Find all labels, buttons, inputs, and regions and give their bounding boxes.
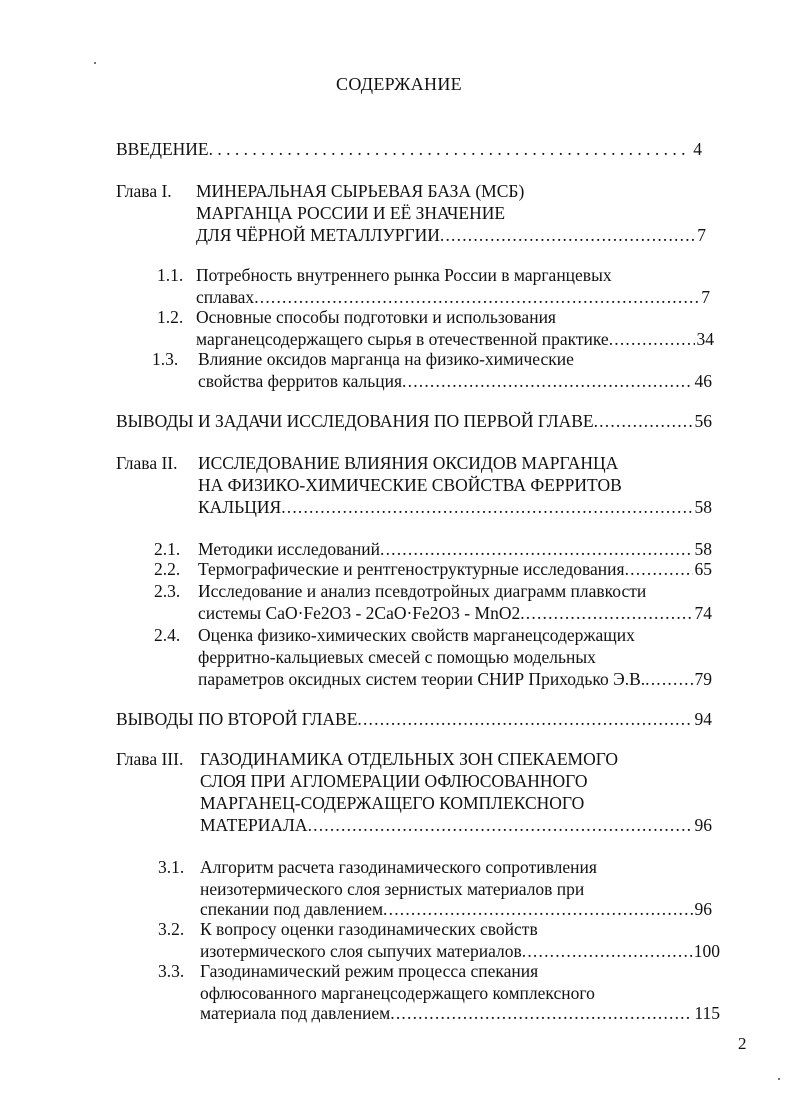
section-number: 2.4.	[154, 625, 181, 645]
scan-speck	[778, 1078, 780, 1080]
toc-entry-chapter3[interactable]	[200, 814, 712, 836]
toc-page-number: 58	[694, 497, 712, 517]
section-title-line: Влияние оксидов марганца на физико-химические	[198, 349, 574, 369]
section-title-line: свойства ферритов кальция	[198, 371, 403, 391]
section-title-line: изотермического слоя сыпучих материалов	[200, 941, 522, 961]
toc-page-number: 115	[694, 1003, 720, 1023]
chapter-title-line: СЛОЯ ПРИ АГЛОМЕРАЦИИ ОФЛЮСОВАННОГО	[200, 771, 588, 791]
section-title-line: ферритно-кальциевых смесей с помощью модельных	[198, 647, 596, 667]
section-title-line: Алгоритм расчета газодинамического сопротивления	[200, 857, 597, 877]
section-title-line: Газодинамический режим процесса спекания	[200, 961, 539, 981]
page-title: СОДЕРЖАНИЕ	[336, 74, 462, 94]
toc-page-number: 56	[694, 411, 712, 431]
leader-dots	[645, 668, 692, 690]
section-title-line: К вопросу оценки газодинамических свойств	[200, 919, 538, 939]
chapter-title-line: МАТЕРИАЛА	[200, 815, 308, 835]
leader-dots	[625, 558, 693, 580]
section-title-line: Потребность внутреннего рынка России в марганцевых	[196, 265, 612, 285]
chapter-title-line: ДЛЯ ЧЁРНОЙ МЕТАЛЛУРГИИ	[196, 225, 440, 245]
section-title-line: Термографические и рентгеноструктурные исследования	[198, 559, 625, 579]
toc-page-number: 34	[696, 329, 714, 349]
toc-entry-chapter1[interactable]	[196, 224, 706, 246]
leader-dots	[357, 708, 692, 730]
section-title-line: параметров оксидных систем теории СНИР Приходько Э.В.	[198, 669, 646, 689]
toc-page-number: 79	[694, 669, 712, 689]
toc-page-number: 58	[694, 539, 712, 559]
leader-dots	[609, 328, 695, 350]
leader-dots	[209, 138, 692, 160]
chapter-title-line: ИССЛЕДОВАНИЕ ВЛИЯНИЯ ОКСИДОВ МАРГАНЦА	[198, 453, 619, 473]
toc-entry-section[interactable]	[198, 538, 712, 560]
toc-page-number: 94	[694, 709, 712, 729]
leader-dots	[520, 602, 692, 624]
leader-dots	[383, 898, 692, 920]
leader-dots	[380, 538, 693, 560]
section-title-line: Оценка физико-химических свойств марганецсодержащих	[198, 625, 635, 645]
toc-entry-label: ВЫВОДЫ И ЗАДАЧИ ИССЛЕДОВАНИЯ ПО ПЕРВОЙ ГЛАВЕ	[116, 411, 594, 431]
toc-entry-conclusions1[interactable]	[116, 410, 712, 432]
leader-dots	[440, 224, 695, 246]
toc-entry-section[interactable]	[200, 898, 712, 920]
toc-entry-section[interactable]	[196, 286, 710, 308]
toc-entry-section[interactable]	[200, 940, 720, 962]
leader-dots	[390, 1002, 692, 1024]
chapter-prefix: Глава III.	[116, 749, 184, 769]
toc-entry-label: ВЫВОДЫ ПО ВТОРОЙ ГЛАВЕ	[116, 709, 358, 729]
section-number: 1.1.	[157, 265, 184, 285]
section-title-line: спекании под давлением	[200, 899, 384, 919]
section-title-line: Основные способы подготовки и использования	[196, 307, 556, 327]
toc-entry-section[interactable]	[200, 1002, 720, 1024]
leader-dots	[522, 940, 692, 962]
toc-page-number: 4	[693, 139, 702, 159]
section-title-line: материала под давлением	[200, 1003, 391, 1023]
section-title-line: Исследование и анализ псевдотройных диаграмм плавкости	[198, 581, 647, 601]
leader-dots	[402, 370, 692, 392]
chapter-title-line: КАЛЬЦИЯ	[198, 497, 282, 517]
section-number: 1.3.	[152, 349, 179, 369]
chapter-title-line: ГАЗОДИНАМИКА ОТДЕЛЬНЫХ ЗОН СПЕКАЕМОГО	[200, 749, 619, 769]
toc-page-number: 100	[693, 941, 720, 961]
toc-entry-section[interactable]	[198, 668, 712, 690]
toc-entry-section[interactable]	[198, 370, 712, 392]
toc-entry-section[interactable]	[196, 328, 714, 350]
toc-page-number: 96	[694, 899, 712, 919]
section-number: 2.2.	[154, 559, 181, 579]
toc-page-number: 46	[694, 371, 712, 391]
chapter-prefix: Глава II.	[116, 453, 178, 473]
section-number: 2.1.	[154, 539, 181, 559]
section-title-line: сплавах	[196, 287, 255, 307]
section-number: 1.2.	[157, 307, 184, 327]
toc-page-number: 74	[694, 603, 712, 623]
section-title-line: системы CaO·Fe2O3 - 2CaO·Fe2O3 - MnO2	[198, 603, 521, 623]
toc-entry-chapter2[interactable]	[198, 496, 712, 518]
leader-dots	[594, 410, 693, 432]
leader-dots	[281, 496, 692, 518]
chapter-title-line: НА ФИЗИКО-ХИМИЧЕСКИЕ СВОЙСТВА ФЕРРИТОВ	[198, 475, 622, 495]
toc-entry-conclusions2[interactable]	[116, 708, 712, 730]
section-title-line: марганецсодержащего сырья в отечественной практике	[196, 329, 609, 349]
chapter-title-line: МАРГАНЕЦ-СОДЕРЖАЩЕГО КОМПЛЕКСНОГО	[200, 793, 585, 813]
toc-entry-section[interactable]	[198, 558, 712, 580]
leader-dots	[254, 286, 699, 308]
chapter-title-line: МАРГАНЦА РОССИИ И ЕЁ ЗНАЧЕНИЕ	[196, 203, 506, 223]
toc-page-number: 7	[701, 287, 710, 307]
toc-page-number: 7	[697, 225, 706, 245]
scan-speck	[94, 62, 96, 64]
toc-page-number: 65	[694, 559, 712, 579]
section-title-line: неизотермического слоя зернистых материалов при	[200, 879, 585, 899]
toc-entry-intro[interactable]	[116, 138, 702, 160]
section-number: 3.2.	[158, 919, 185, 939]
leader-dots	[308, 814, 693, 836]
section-number: 3.1.	[158, 857, 185, 877]
section-title-line: Методики исследований	[198, 539, 380, 559]
page-number: 2	[738, 1034, 747, 1053]
section-number: 3.3.	[158, 961, 185, 981]
toc-page-number: 96	[694, 815, 712, 835]
chapter-title-line: МИНЕРАЛЬНАЯ СЫРЬЕВАЯ БАЗА (МСБ)	[196, 181, 525, 201]
toc-entry-section[interactable]	[198, 602, 712, 624]
chapter-prefix: Глава I.	[116, 181, 172, 201]
toc-entry-label: ВВЕДЕНИЕ	[116, 139, 209, 159]
section-number: 2.3.	[154, 581, 181, 601]
section-title-line: офлюсованного марганецсодержащего комплексного	[200, 983, 595, 1003]
